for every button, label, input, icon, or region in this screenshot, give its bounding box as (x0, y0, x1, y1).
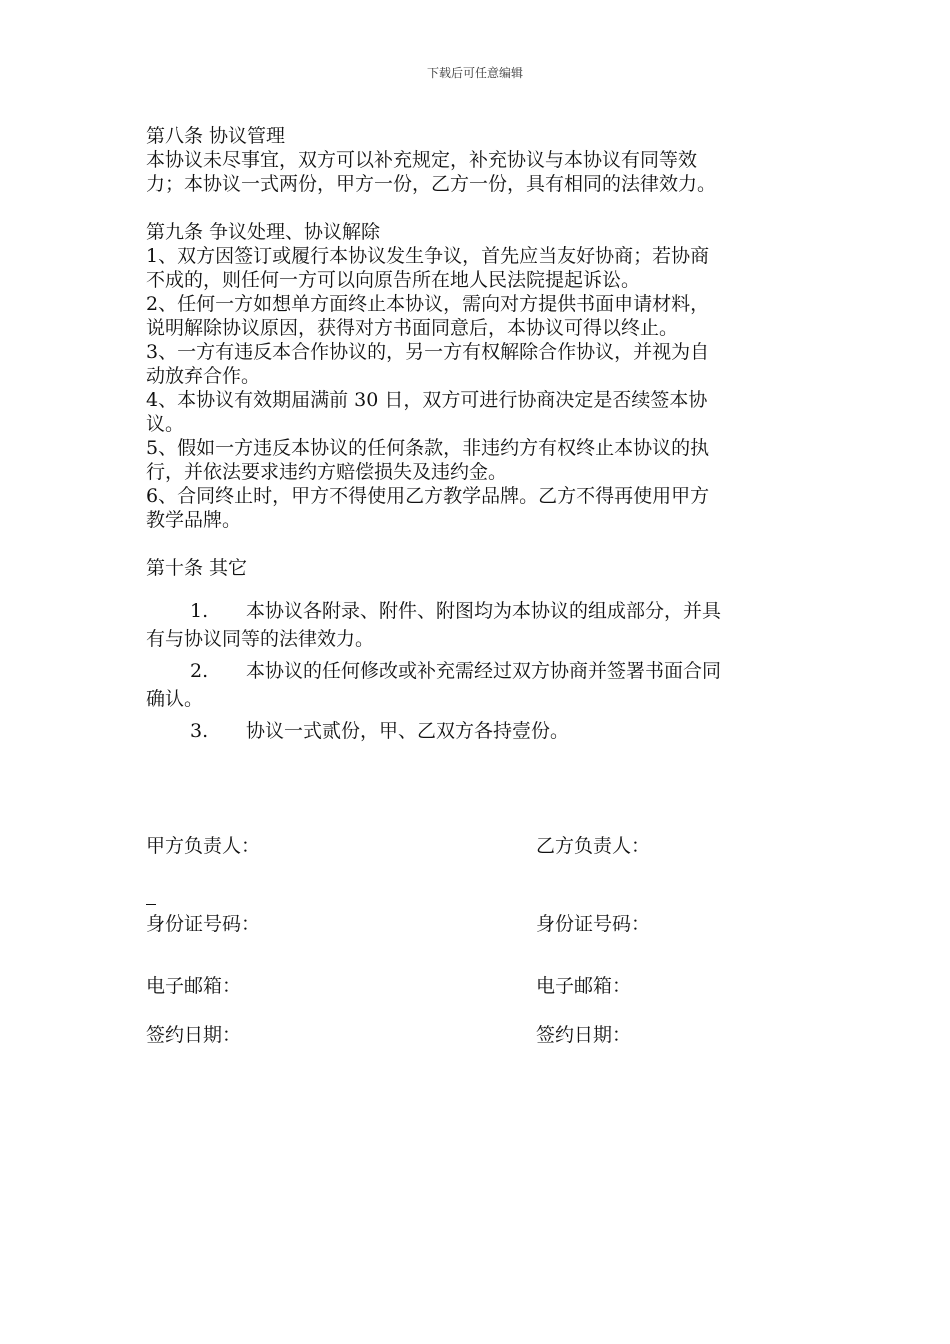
article-9-line: 4、本协议有效期届满前 30 日，双方可进行协商决定是否续签本协 (146, 389, 708, 411)
article-9-line: 1、双方因签订或履行本协议发生争议，首先应当友好协商；若协商 (146, 245, 710, 267)
article-9-line: 2、任何一方如想单方面终止本协议，需向对方提供书面申请材料， (146, 293, 710, 315)
signature-row-responsible (146, 834, 810, 858)
article-9-line: 议。 (146, 413, 185, 435)
signature-row-id (146, 912, 810, 936)
article-10-item-cont: 确认。 (146, 688, 204, 710)
article-9-title: 第九条 争议处理、协议解除 (146, 221, 381, 243)
party-b-responsible-label: 乙方负责人： (536, 835, 651, 857)
item-text: 本协议各附录、附件、附图均为本协议的组成部分，并具 (246, 600, 722, 622)
article-10-item (146, 594, 810, 628)
party-b-date-label: 签约日期： (536, 1024, 632, 1046)
signature-row-email (146, 974, 810, 998)
article-9-line: 不成的，则任何一方可以向原告所在地人民法院提起诉讼。 (146, 269, 641, 291)
item-text: 协议一式贰份，甲、乙双方各持壹份。 (246, 720, 570, 742)
party-b-id-label: 身份证号码： (536, 913, 651, 935)
article-10-title: 第十条 其它 (146, 557, 248, 579)
signature-line (146, 904, 156, 905)
article-9-line: 教学品牌。 (146, 509, 242, 531)
page-header: 下载后可任意编辑 (426, 66, 523, 80)
item-text: 本协议的任何修改或补充需经过双方协商并签署书面合同 (246, 660, 722, 682)
item-number: 2. (190, 660, 209, 682)
article-10-item-cont: 有与协议同等的法律效力。 (146, 628, 375, 650)
article-9-line: 3、一方有违反本合作协议的，另一方有权解除合作协议，并视为自 (146, 341, 710, 363)
signature-block (146, 834, 810, 1047)
item-number: 1. (190, 600, 209, 622)
article-8-line: 力；本协议一式两份，甲方一份，乙方一份，具有相同的法律效力。 (146, 173, 717, 195)
signature-row-date (146, 1023, 810, 1047)
party-a-email-label: 电子邮箱： (146, 975, 242, 997)
article-9-line: 行，并依法要求违约方赔偿损失及违约金。 (146, 461, 508, 483)
document-body (146, 124, 810, 748)
article-8-title: 第八条 协议管理 (146, 125, 286, 147)
article-9-line: 说明解除协议原因，获得对方书面同意后，本协议可得以终止。 (146, 317, 679, 339)
article-9-line: 5、假如一方违反本协议的任何条款，非违约方有权终止本协议的执 (146, 437, 710, 459)
article-9-line: 6、合同终止时，甲方不得使用乙方教学品牌。乙方不得再使用甲方 (146, 485, 710, 507)
article-10-item (146, 714, 810, 748)
party-a-date-label: 签约日期： (146, 1024, 242, 1046)
article-8-line: 本协议未尽事宜，双方可以补充规定，补充协议与本协议有同等效 (146, 149, 698, 171)
article-10-item (146, 654, 810, 688)
party-a-responsible-label: 甲方负责人： (146, 835, 261, 857)
item-number: 3. (190, 720, 209, 742)
article-9-line: 动放弃合作。 (146, 365, 261, 387)
party-a-id-label: 身份证号码： (146, 913, 261, 935)
party-b-email-label: 电子邮箱： (536, 975, 632, 997)
